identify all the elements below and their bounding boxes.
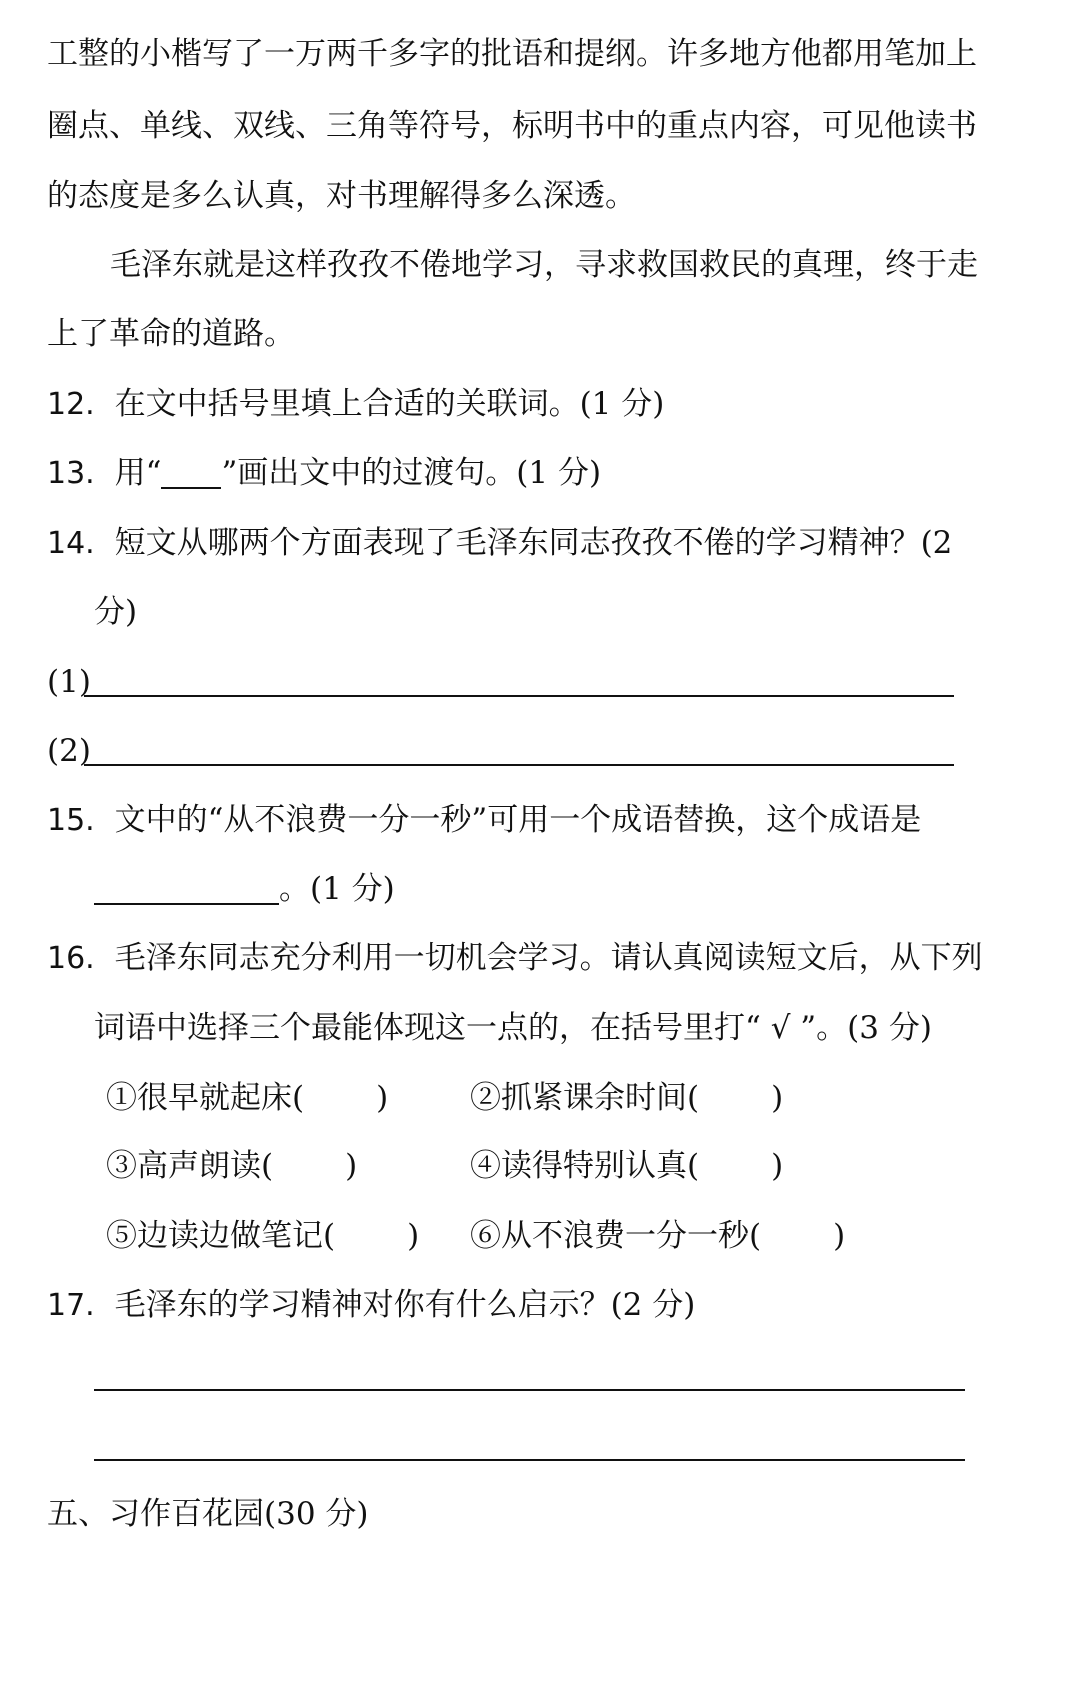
option-close-paren: ) xyxy=(771,1080,784,1116)
question-text: 文中的“从不浪费一分一秒”可用一个成语替换，这个成语是 xyxy=(114,802,922,838)
question-16-continuation: 词语中选择三个最能体现这一点的，在括号里打“ √ ”。(3 分) xyxy=(94,1010,932,1046)
question-number: 14. xyxy=(47,526,95,561)
option-2[interactable] xyxy=(470,1078,783,1118)
option-close-paren: ) xyxy=(833,1218,846,1254)
option-close-paren: ) xyxy=(771,1148,784,1184)
question-text: 毛泽东同志充分利用一切机会学习。请认真阅读短文后，从下列 xyxy=(114,940,983,976)
passage-line-1: 工整的小楷写了一万两千多字的批语和提纲。许多地方他都用笔加上 xyxy=(47,36,977,72)
idiom-answer-blank[interactable] xyxy=(94,873,279,905)
option-close-paren: ) xyxy=(407,1218,420,1254)
question-text-pre: 用“ xyxy=(114,455,162,491)
passage-line-5: 上了革命的道路。 xyxy=(47,316,295,352)
question-13 xyxy=(47,453,601,494)
question-text: 短文从哪两个方面表现了毛泽东同志孜孜不倦的学习精神？(2 xyxy=(114,525,953,561)
answer-blank-2[interactable] xyxy=(84,764,954,766)
question-number: 15. xyxy=(47,803,95,838)
question-text: 在文中括号里填上合适的关联词。(1 分) xyxy=(114,386,665,422)
question-15-continuation xyxy=(94,869,395,909)
question-number: 12. xyxy=(47,387,95,422)
answer-blank-1-label: (1) xyxy=(47,664,91,700)
question-number: 13. xyxy=(47,456,95,491)
underline-sample xyxy=(161,457,221,489)
question-15 xyxy=(47,800,921,841)
option-label: ⑥从不浪费一分一秒( xyxy=(470,1218,762,1254)
option-label: ③高声朗读( xyxy=(106,1148,274,1184)
question-16 xyxy=(47,938,983,979)
option-label: ④读得特别认真( xyxy=(470,1148,700,1184)
question-17 xyxy=(47,1285,695,1326)
question-14-continuation: 分) xyxy=(94,594,138,630)
option-5[interactable] xyxy=(106,1216,419,1256)
section-5-title: 五、习作百花园(30 分) xyxy=(47,1496,369,1532)
question-number: 16. xyxy=(47,941,95,976)
answer-blank-1[interactable] xyxy=(84,695,954,697)
option-3[interactable] xyxy=(106,1146,357,1186)
option-close-paren: ) xyxy=(345,1148,358,1184)
option-label: ②抓紧课余时间( xyxy=(470,1080,700,1116)
option-1[interactable] xyxy=(106,1078,388,1118)
question-text-tail: 。(1 分) xyxy=(279,871,395,907)
option-label: ⑤边读边做笔记( xyxy=(106,1218,336,1254)
question-text: 毛泽东的学习精神对你有什么启示？(2 分) xyxy=(114,1287,696,1323)
question-number: 17. xyxy=(47,1288,95,1323)
option-6[interactable] xyxy=(470,1216,845,1256)
passage-line-3: 的态度是多么认真，对书理解得多么深透。 xyxy=(47,178,636,214)
answer-blank-2-label: (2) xyxy=(47,733,91,769)
passage-line-4: 毛泽东就是这样孜孜不倦地学习，寻求救国救民的真理，终于走 xyxy=(110,247,978,283)
option-label: ①很早就起床( xyxy=(106,1080,305,1116)
question-14 xyxy=(47,523,952,564)
answer-line-2[interactable] xyxy=(94,1459,965,1461)
option-4[interactable] xyxy=(470,1146,783,1186)
passage-line-2: 圈点、单线、双线、三角等符号，标明书中的重点内容，可见他读书 xyxy=(47,108,977,144)
question-text-post: ”画出文中的过渡句。(1 分) xyxy=(221,455,602,491)
question-12 xyxy=(47,384,664,425)
answer-line-1[interactable] xyxy=(94,1389,965,1391)
option-close-paren: ) xyxy=(376,1080,389,1116)
